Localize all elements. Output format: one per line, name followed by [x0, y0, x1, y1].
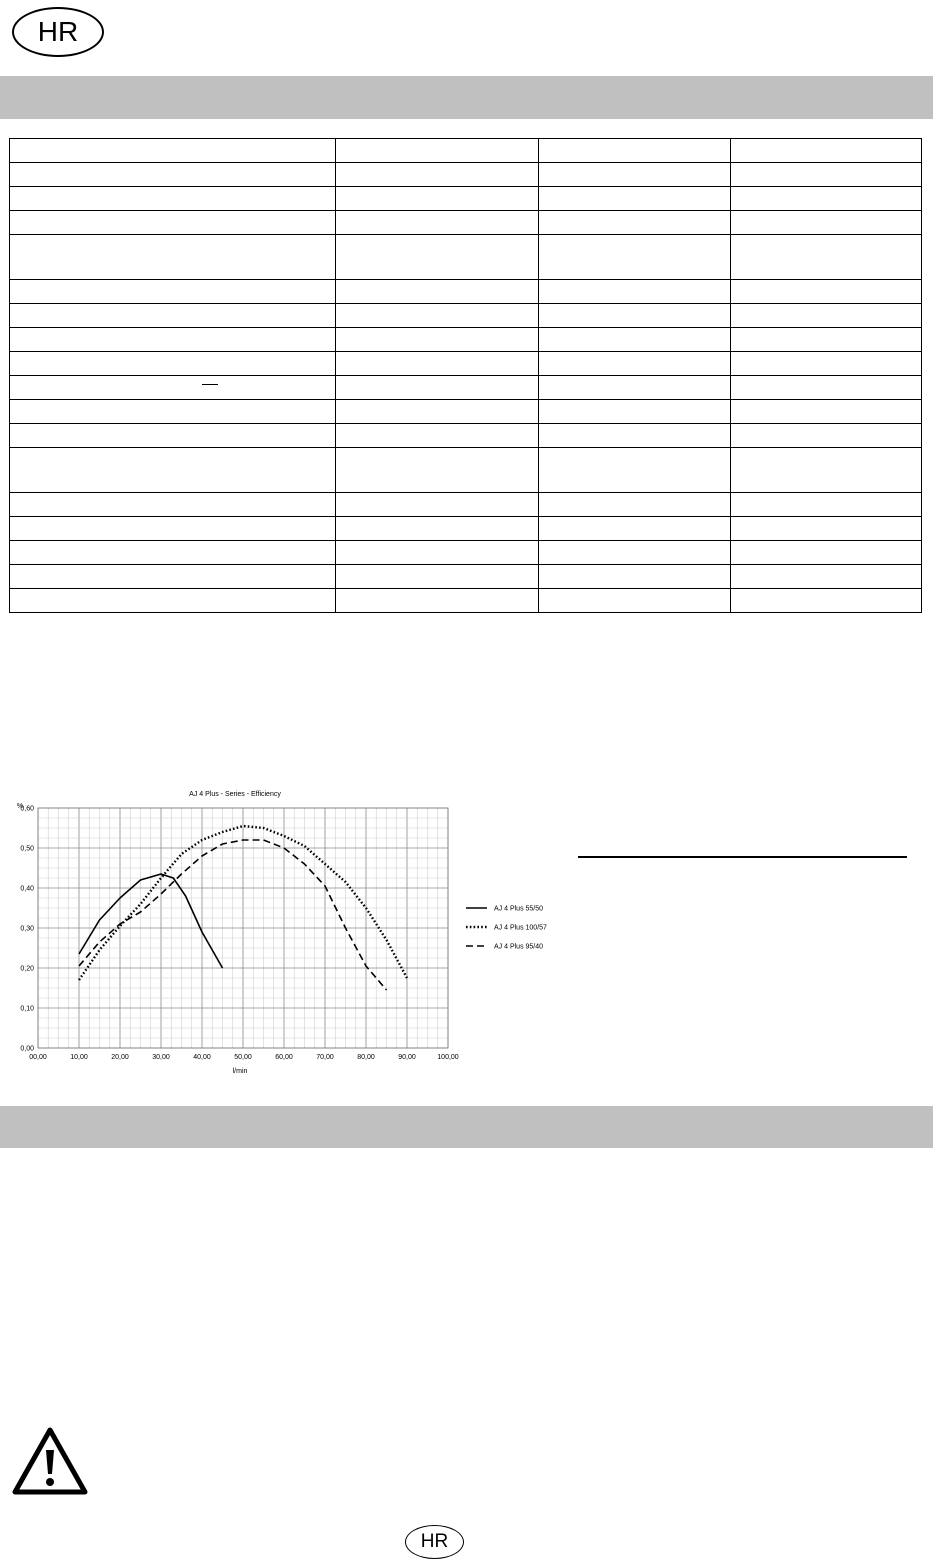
y-tick-label: 0,00: [20, 1045, 34, 1053]
table-cell: [731, 187, 922, 211]
table-cell: [539, 352, 731, 376]
table-cell: [336, 352, 539, 376]
table-cell: [10, 235, 336, 280]
table-cell: [10, 400, 336, 424]
x-tick-label: 00,00: [29, 1054, 47, 1061]
y-tick-label: 0,40: [20, 885, 34, 893]
language-badge: HR: [12, 7, 104, 57]
table-cell: [336, 211, 539, 235]
table-cell: [10, 352, 336, 376]
x-tick-label: 30,00: [152, 1054, 170, 1061]
table-cell: [336, 448, 539, 493]
table-cell: [731, 376, 922, 400]
table-row: [10, 328, 922, 352]
table-cell: [539, 280, 731, 304]
table-cell: [10, 565, 336, 589]
table-cell: [731, 493, 922, 517]
table-cell: [10, 448, 336, 493]
table-cell: [539, 448, 731, 493]
chart-ticks: [20, 806, 458, 1062]
table-cell: [539, 211, 731, 235]
table-cell: [731, 424, 922, 448]
table-cell: [731, 328, 922, 352]
table-cell: [336, 328, 539, 352]
y-tick-label: 0,50: [20, 845, 34, 853]
table-cell: [336, 163, 539, 187]
x-tick-label: 50,00: [234, 1054, 252, 1061]
x-axis-label: l/min: [232, 1068, 248, 1075]
table-cell: [731, 400, 922, 424]
y-tick-label: 0,60: [20, 805, 34, 813]
table-cell: [10, 211, 336, 235]
table-cell: [336, 541, 539, 565]
table-row: [10, 541, 922, 565]
x-tick-label: 10,00: [70, 1054, 88, 1061]
table-cell: [10, 541, 336, 565]
table-row: [10, 517, 922, 541]
table-cell: [539, 400, 731, 424]
table-cell: [731, 541, 922, 565]
table-row: [10, 211, 922, 235]
table-cell: [10, 424, 336, 448]
table-cell: [539, 304, 731, 328]
table-cell: [539, 424, 731, 448]
table-cell: [336, 493, 539, 517]
table-cell: [10, 493, 336, 517]
table-cell: [10, 187, 336, 211]
legend-label: AJ 4 Plus 95/40: [494, 943, 544, 951]
table-cell: [731, 280, 922, 304]
x-tick-label: 70,00: [316, 1054, 334, 1061]
table-cell: [336, 139, 539, 163]
y-tick-label: 0,20: [20, 965, 34, 973]
x-tick-label: 40,00: [193, 1054, 211, 1061]
table-cell: [539, 235, 731, 280]
table-cell: [10, 304, 336, 328]
table-cell: [10, 589, 336, 613]
table-row: [10, 304, 922, 328]
table-cell: [731, 589, 922, 613]
table-cell: [539, 376, 731, 400]
chart-legend: [466, 906, 547, 951]
language-badge: HR: [405, 1525, 464, 1559]
table-cell: [539, 517, 731, 541]
table-row: [10, 352, 922, 376]
table-row: [10, 589, 922, 613]
table-cell: [336, 589, 539, 613]
table-cell: [539, 187, 731, 211]
legend-label: AJ 4 Plus 55/50: [494, 905, 544, 913]
warning-icon: [12, 1426, 88, 1496]
table-row: [10, 187, 922, 211]
table-cell: [10, 517, 336, 541]
table-row: [10, 424, 922, 448]
x-tick-label: 60,00: [275, 1054, 293, 1061]
table-cell: [10, 328, 336, 352]
table-cell: [539, 541, 731, 565]
chart-grid: [38, 808, 448, 1048]
table-cell: [539, 328, 731, 352]
table-cell: [336, 304, 539, 328]
table-cell: [539, 493, 731, 517]
table-cell-underline: [202, 384, 218, 385]
table-cell: [336, 187, 539, 211]
table-cell: [731, 565, 922, 589]
table-cell: [731, 448, 922, 493]
section-header-band: [0, 76, 933, 119]
table-cell: [336, 280, 539, 304]
section-header-band: [0, 1106, 933, 1148]
table-row: [10, 163, 922, 187]
table-cell: [731, 352, 922, 376]
signature-rule: [578, 856, 907, 858]
legend-label: AJ 4 Plus 100/57: [494, 924, 547, 932]
table-row: [10, 235, 922, 280]
x-tick-label: 90,00: [398, 1054, 416, 1061]
table-cell: [336, 400, 539, 424]
table-cell: [10, 376, 336, 400]
table-cell: [10, 163, 336, 187]
table-cell: [539, 163, 731, 187]
table-cell: [539, 139, 731, 163]
table-cell: [336, 565, 539, 589]
table-row: [10, 400, 922, 424]
x-tick-label: 20,00: [111, 1054, 129, 1061]
table-cell: [336, 235, 539, 280]
table-cell: [336, 424, 539, 448]
table-cell: [731, 304, 922, 328]
x-tick-label: 80,00: [357, 1054, 375, 1061]
table-cell: [539, 565, 731, 589]
y-tick-label: 0,10: [20, 1005, 34, 1013]
y-tick-label: 0,30: [20, 925, 34, 933]
table-cell: [10, 139, 336, 163]
table-cell: [731, 235, 922, 280]
table-cell: [539, 589, 731, 613]
table-row: [10, 493, 922, 517]
table-cell: [336, 517, 539, 541]
table-cell: [10, 280, 336, 304]
spec-table: [9, 138, 922, 613]
table-cell: [336, 376, 539, 400]
table-cell: [731, 163, 922, 187]
table-cell: [731, 139, 922, 163]
y-axis-label: %: [16, 803, 24, 810]
efficiency-chart: [0, 782, 570, 1082]
table-row: [10, 565, 922, 589]
chart-title: AJ 4 Plus - Series - Efficiency: [189, 791, 281, 798]
table-cell: [731, 211, 922, 235]
table-row: [10, 139, 922, 163]
x-tick-label: 100,00: [437, 1054, 459, 1061]
table-row: [10, 376, 922, 400]
table-cell: [731, 517, 922, 541]
table-row: [10, 448, 922, 493]
table-row: [10, 280, 922, 304]
